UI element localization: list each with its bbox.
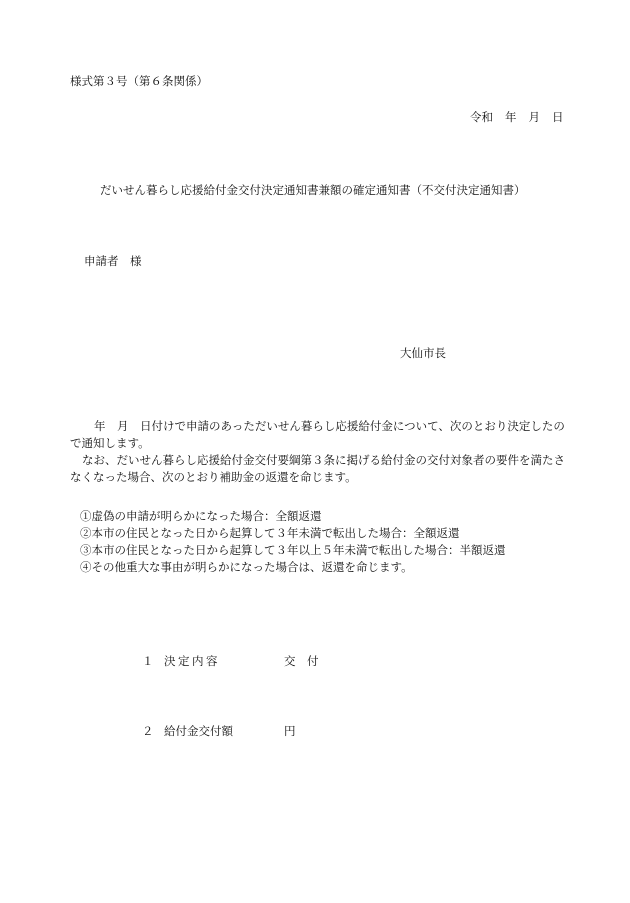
body-paragraph-1: 年 月 日付けで申請のあっただいせん暮らし応援給付金について、次のとおり決定したので通知します。: [70, 419, 565, 450]
condition-item: ④その他重大な事由が明らかになった場合は、返還を命じます。: [80, 560, 413, 574]
condition-item: ①虚偽の申請が明らかになった場合：全額返還: [80, 509, 322, 523]
item-number: １: [142, 654, 154, 668]
amount-item: [142, 726, 296, 738]
document-title: だいせん暮らし応援給付金交付決定通知書兼額の確定通知書（不交付決定通知書）: [100, 183, 526, 197]
condition-item: ③本市の住民となった日から起算して３年以上５年未満で転出した場合：半額返還: [80, 543, 506, 557]
decision-item: [142, 656, 319, 668]
refund-conditions: [80, 508, 580, 576]
item-label: 決定内容: [164, 654, 220, 668]
date-year: 年: [505, 110, 517, 124]
item-value: 交 付: [284, 654, 319, 668]
form-number: 様式第３号（第６条関係）: [70, 74, 208, 88]
date-line: [470, 112, 564, 124]
date-month: 月: [528, 110, 540, 124]
item-value: 円: [284, 724, 296, 738]
recipient: 申請者 様: [84, 254, 142, 268]
date-era: 令和: [470, 110, 493, 124]
item-number: ２: [142, 724, 154, 738]
body-paragraph-2: なお、だいせん暮らし応援給付金交付要綱第３条に掲げる給付金の交付対象者の要件を満たさなくなった場合、次のとおり補助金の返還を命じます。: [70, 453, 565, 484]
issuer: 大仙市長: [400, 346, 446, 360]
date-day: 日: [552, 110, 564, 124]
notice-body: [70, 418, 570, 486]
condition-item: ②本市の住民となった日から起算して３年未満で転出した場合：全額返還: [80, 526, 460, 540]
item-label: 給付金交付額: [164, 724, 233, 738]
